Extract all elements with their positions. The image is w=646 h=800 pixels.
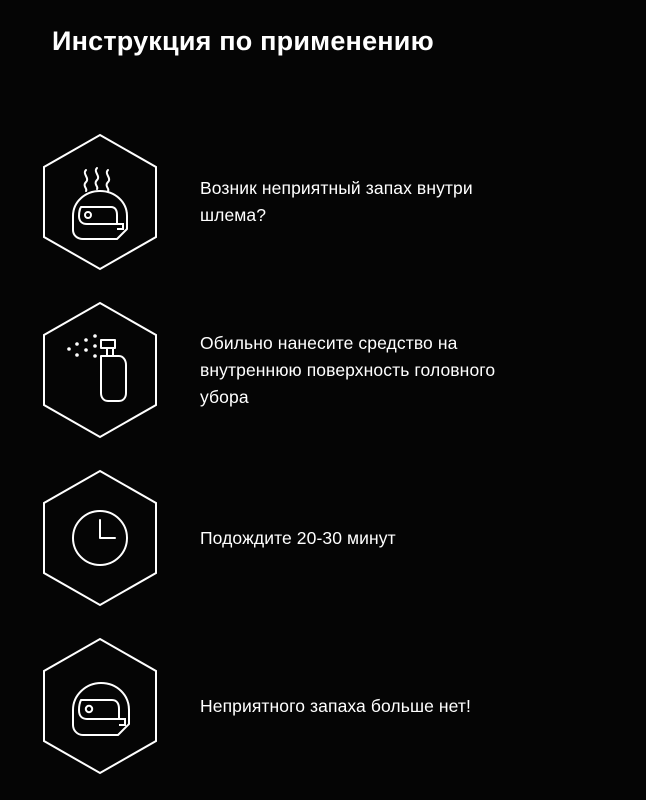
step-text: Подождите 20-30 минут <box>200 527 396 548</box>
step-text: Неприятного запаха больше нет! <box>200 695 471 716</box>
list-item <box>0 118 646 286</box>
list-item <box>0 622 646 790</box>
step-icon-wrap <box>0 468 200 608</box>
clock-icon <box>39 468 161 608</box>
step-icon-wrap <box>0 300 200 440</box>
helmet-icon <box>39 636 161 776</box>
step-icon-wrap <box>0 636 200 776</box>
list-item <box>0 286 646 454</box>
list-item <box>0 454 646 622</box>
step-text: Возник неприятный запах внутри шлема? <box>200 178 473 225</box>
step-icon-wrap <box>0 132 200 272</box>
step-text: Обильно нанесите средство на внутреннюю поверхность головного убора <box>200 332 496 407</box>
steps-list <box>0 118 646 790</box>
helmet-odor-icon <box>39 132 161 272</box>
spray-bottle-icon <box>39 300 161 440</box>
page-title: Инструкция по применению <box>52 26 434 56</box>
